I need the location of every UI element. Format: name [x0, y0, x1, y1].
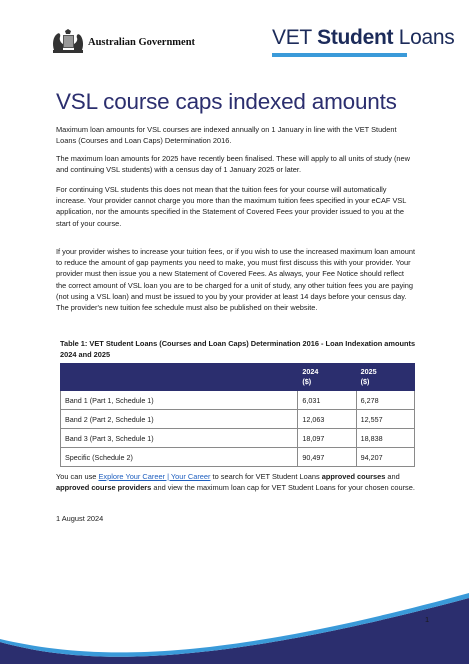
- page-header: [0, 0, 469, 70]
- explore-your-career-link[interactable]: Explore Your Career | Your Career: [98, 472, 211, 481]
- value-2025-cell: 94,207: [356, 448, 414, 467]
- band-cell: Band 1 (Part 1, Schedule 1): [61, 391, 298, 410]
- footer-swoosh-graphic: [0, 590, 469, 664]
- fee-increase-paragraph: If your provider wishes to increase your tuition fees, or if you wish to use the increased maximum loan amount to reduce the amount of gap payments you need to make, you must first discuss this with your provider. Your provider must then issue you a new Statement of Covered Fees. As always, your Fee Notice should reflect the correct amount of VSL loan you are to be charged for a unit of study, any other tuition fees you are paying (not using a VSL loan) and must be issued to you by your provider at least 14 days before your census day. The provider's new tuition fee schedule must also be published on their website.: [56, 247, 416, 313]
- logo-accent-bar: [272, 53, 407, 57]
- loan-indexation-table: [60, 363, 415, 467]
- header-band: [61, 364, 298, 391]
- band-cell: Band 2 (Part 2, Schedule 1): [61, 410, 298, 429]
- value-2025-cell: 6,278: [356, 391, 414, 410]
- australian-government-logo: [50, 28, 200, 56]
- header-2025: [356, 364, 414, 391]
- value-2024-cell: 90,497: [298, 448, 356, 467]
- value-2024-cell: 12,063: [298, 410, 356, 429]
- table-row: [61, 410, 415, 429]
- continuing-students-paragraph: For continuing VSL students this does not mean that the tuition fees for your course will automatically increase. Your provider cannot charge you more than the maximum tuition fees specified in your eCAF VSL application, nor the amounts specified in the Statement of Covered Fees your provider issued to you at the start of your course.: [56, 185, 407, 228]
- logo-text-student: Student: [317, 26, 394, 49]
- finalised-paragraph: The maximum loan amounts for 2025 have recently been finalised. These will apply to all units of study (new and continuing VSL students) with a census day of 1 January 2025 or later.: [56, 154, 410, 175]
- closing-prefix: You can use: [56, 472, 99, 481]
- table-caption: Table 1: VET Student Loans (Courses and Loan Caps) Determination 2016 - Loan Indexation amounts 2024 and 2025: [60, 339, 416, 359]
- vet-student-loans-logo: [272, 26, 454, 50]
- header-2024: [298, 364, 356, 391]
- table-header-row: [61, 364, 415, 391]
- logo-text-loans: Loans: [393, 26, 455, 49]
- header-2025-unit: ($): [360, 377, 370, 386]
- closing-mid2: and: [385, 472, 400, 481]
- page-title: VSL course caps indexed amounts: [56, 89, 397, 114]
- value-2025-cell: 18,838: [356, 429, 414, 448]
- coat-of-arms-icon: [50, 28, 86, 56]
- header-2024-year: 2024: [302, 367, 319, 376]
- government-name: Australian Government: [88, 37, 196, 48]
- header-2025-year: 2025: [360, 367, 377, 376]
- closing-mid1: to search for VET Student Loans: [210, 472, 322, 481]
- value-2025-cell: 12,557: [356, 410, 414, 429]
- closing-suffix: and view the maximum loan cap for VET Student Loans for your chosen course.: [151, 483, 415, 493]
- header-2024-unit: ($): [302, 377, 312, 386]
- publication-date: 1 August 2024: [56, 514, 104, 523]
- logo-text-vet: VET: [272, 26, 318, 49]
- table-row: [61, 448, 415, 467]
- value-2024-cell: 18,097: [298, 429, 356, 448]
- value-2024-cell: 6,031: [298, 391, 356, 410]
- approved-courses-text: approved courses: [321, 472, 386, 481]
- table-row: [61, 429, 415, 448]
- closing-paragraph: [56, 471, 416, 493]
- page-number: 1: [425, 615, 430, 624]
- intro-paragraph: Maximum loan amounts for VSL courses are indexed annually on 1 January in line with the VET Student Loans (Courses and Loan Caps) Determination 2016.: [56, 125, 397, 146]
- approved-providers-text: approved course providers: [56, 483, 152, 493]
- band-cell: Band 3 (Part 3, Schedule 1): [61, 429, 298, 448]
- table-row: [61, 391, 415, 410]
- band-cell: Specific (Schedule 2): [61, 448, 298, 467]
